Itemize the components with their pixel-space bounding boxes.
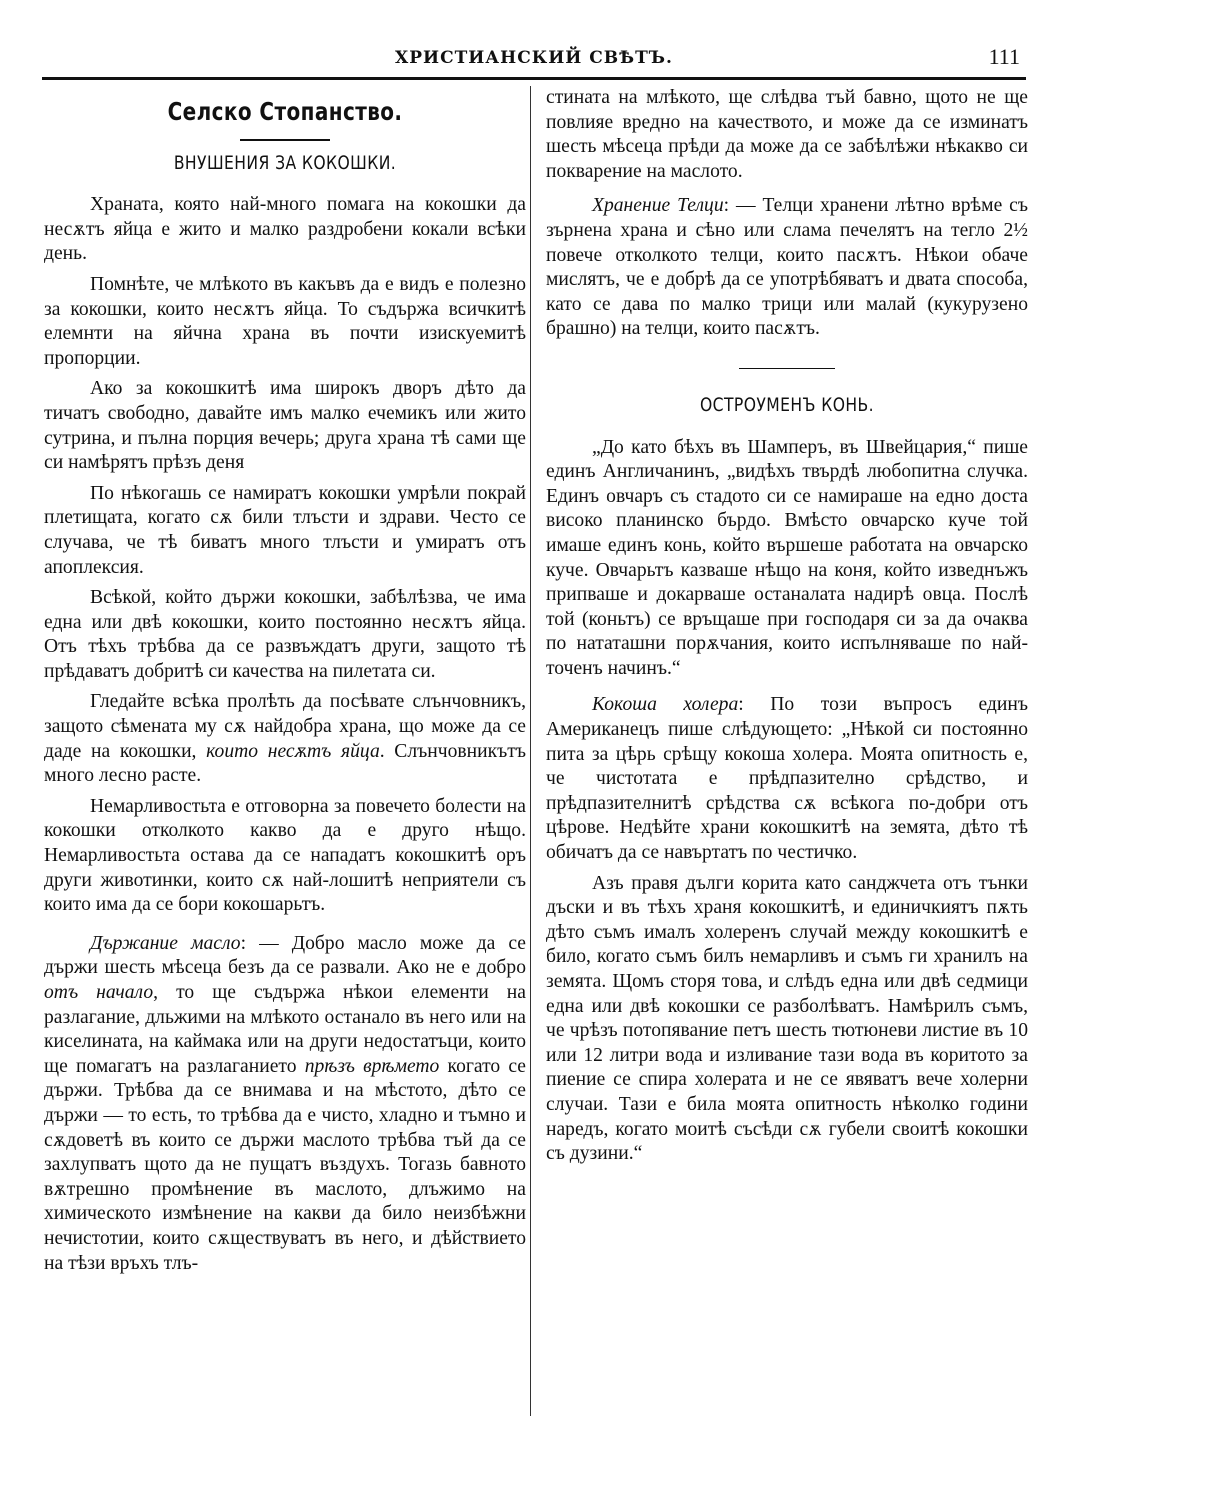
paragraph	[44, 690, 526, 788]
paragraph: Всѣкой, който държи кокошки, забѣлѣзва, че има една или двѣ кокошки, които постоянно несѫтъ яйца. Отъ тѣхъ трѣбва да се развъждатъ други, защото тѣ прѣдаватъ добритѣ си качества на пилетата си.	[44, 587, 526, 682]
paragraph-continued: стината на млѣкото, ще слѣдва тъй бавно, щото не ще повлияе вредно на качеството, и може да се изминатъ шесть мѣсеца прѣди да може да се забѣлѣжи нѣкакво си покварение на маслото.	[546, 87, 1028, 182]
text-run: : — Телци хранени лѣтно врѣме съ зърнена храна и сѣно или слама печелятъ на тегло 2½ повече отколкото телци, които пасѫтъ. Нѣкои обаче мислятъ, че е добрѣ да се употрѣбяватъ и двата способа, като се дава по малко трици или малай (кукурузено брашно) на телци, които пасѫтъ.	[546, 195, 1028, 340]
text-run: . Слънчовникътъ много лесно расте.	[44, 740, 526, 787]
article-title-horse: ОСТРОУМЕНЪ КОНЬ.	[700, 393, 874, 416]
header-rule	[42, 77, 1026, 80]
title-rule	[240, 139, 330, 141]
right-column	[546, 86, 1028, 1173]
paragraph: Ако за кокошкитѣ има широкъ дворъ дѣто да тичатъ свободно, давайте имъ малко ечемикъ или жито сутрина, и пълна порция вечерь; друга храна тѣ сами ще си намѣрятъ прѣзъ деня	[44, 378, 526, 474]
left-column	[44, 86, 526, 1282]
inline-heading: Кокоша холера	[592, 694, 739, 716]
running-head	[42, 44, 1026, 76]
paragraph: Помнѣте, че млѣкото въ какъвъ да е видъ е полезно за кокошки, които несѫтъ яйца. То съдържа всичкитѣ елемнти на яйчна храна въ почти изискуемитѣ пропорции.	[44, 273, 526, 369]
emphasis: които несѫтъ яйца	[206, 740, 380, 762]
paragraph	[546, 693, 1028, 865]
paragraph: „До като бѣхъ въ Шамперъ, въ Швейцария,“ пише единъ Англичанинъ, „видѣхъ твърдѣ любопитна случка. Единъ овчаръ съ стадото си се намираше на едно доста високо планинско бърдо. Вмѣсто овчарско куче той имаше единъ конь, който вършеше работата на овчарско куче. Овчарьтъ казваше нѣщо на коня, който изведнъжъ припваше и докарваше останалата надирѣ овца. Послѣ той (коньтъ) се връщаше при господаря си за да очаква по нататашни порѫчания, които испълняваше по най-точенъ начинъ.“	[546, 436, 1028, 679]
emphasis: прѣзъ врѣмето	[304, 1055, 440, 1077]
running-title: ХРИСТИАНСКИЙ СВѢТЪ.	[395, 48, 673, 68]
emphasis: отъ начало	[44, 982, 154, 1003]
paragraph	[44, 932, 526, 1276]
text-run: , то ще съдържа нѣкои елементи на разлагание, дльжими на млѣкото останало въ него или на киселината, на каймака или на други недостатъци, които ще помагатъ на разлаганието	[44, 982, 526, 1077]
section-title: Селско Стопанство.	[167, 97, 403, 126]
page-number: 111	[988, 44, 1020, 69]
inline-heading: Държание масло	[90, 932, 241, 954]
text-run: когато се държи. Трѣбва да се внимава и на мѣстото, дѣто се държи — то есть, то трѣбва да е чисто, хладно и тъмно и сѫдоветѣ въ които се държи маслото трѣбва тъй да се захлупватъ щото да не пущатъ въздухъ. Тогазь бавното вѫтрешно промѣнение въ маслото, длъжимо на химическото измѣнение на какви да било неизбѣжни нечистотии, които сѫществуватъ въ него, и дѣйствието на тѣзи връхъ тлъ-	[44, 1055, 526, 1274]
paragraph: Немарливостьта е отговорна за повечето болести на кокошки отколкото какво да е друго нѣщо. Немарливостьта остава да се нападатъ кокошкитѣ оръ други животинки, които сѫ най-лошитѣ неприятели съ които има да се бори кокошарьтъ.	[44, 795, 526, 916]
paragraph	[546, 194, 1028, 342]
inline-heading: Хранение Телци	[592, 195, 724, 217]
text-run: : — Добро масло може да се държи шесть мѣсеца безъ да се развали. Ако не е добро	[44, 932, 526, 979]
paragraph: По нѣкогашь се намиратъ кокошки умрѣли покрай плетищата, когато сѫ били тлъсти и здрави. Често се случава, че тѣ биватъ много тлъсти и умиратъ отъ апоплексия.	[44, 482, 526, 578]
paragraph: Храната, която най-много помага на кокошки да несѫтъ яйца е жито и малко раздробени кокали всѣки день.	[44, 194, 526, 265]
section-rule	[739, 368, 835, 369]
article-title-chickens: ВНУШЕНИЯ ЗА КОКОШКИ.	[173, 151, 397, 174]
text-run: : По този въпросъ единъ Американецъ пише слѣдующето: „Нѣкой си постоянно пита за цѣрь срѣщу кокоша холера. Моята опитность е, че чистотата е прѣдпазително срѣдство, и прѣдпазителнитѣ срѣдства сѫ всѣкога по-добри отъ цѣрове. Недѣйте храни кокошкитѣ на земята, дѣто тѣ обичатъ да се навъртатъ по честичко.	[546, 694, 1028, 864]
paragraph: Азъ правя дълги корита като санджчета отъ тънки дъски и въ тѣхъ храня кокошкитѣ, и единичкиятъ пѫть дѣто съмъ ималъ холеренъ случай между кокошкитѣ е било, когато съмъ билъ немарливъ и съмъ ги хранилъ на земята. Щомъ сторя това, и слѣдъ една или двѣ седмици една или двѣ кокошки се разболѣватъ. Намѣрилъ съмъ, че чрѣзъ потопявание петъ шесть тютюневи листие въ 10 или 12 литри вода и изливание тази вода въ коритото за пиение се спира холерата и не се явяватъ вече холерни случаи. Тази е била моята опитность нѣколко години наредъ, когато моитѣ съсѣди сѫ губели своитѣ кокошки съ дузини.“	[546, 872, 1028, 1165]
text-run: Гледайте всѣка пролѣть да посѣвате слънчовникъ, защото сѣмената му сѫ найдобра храна, що може да се даде на кокошки,	[44, 691, 526, 762]
column-divider	[530, 86, 531, 1416]
